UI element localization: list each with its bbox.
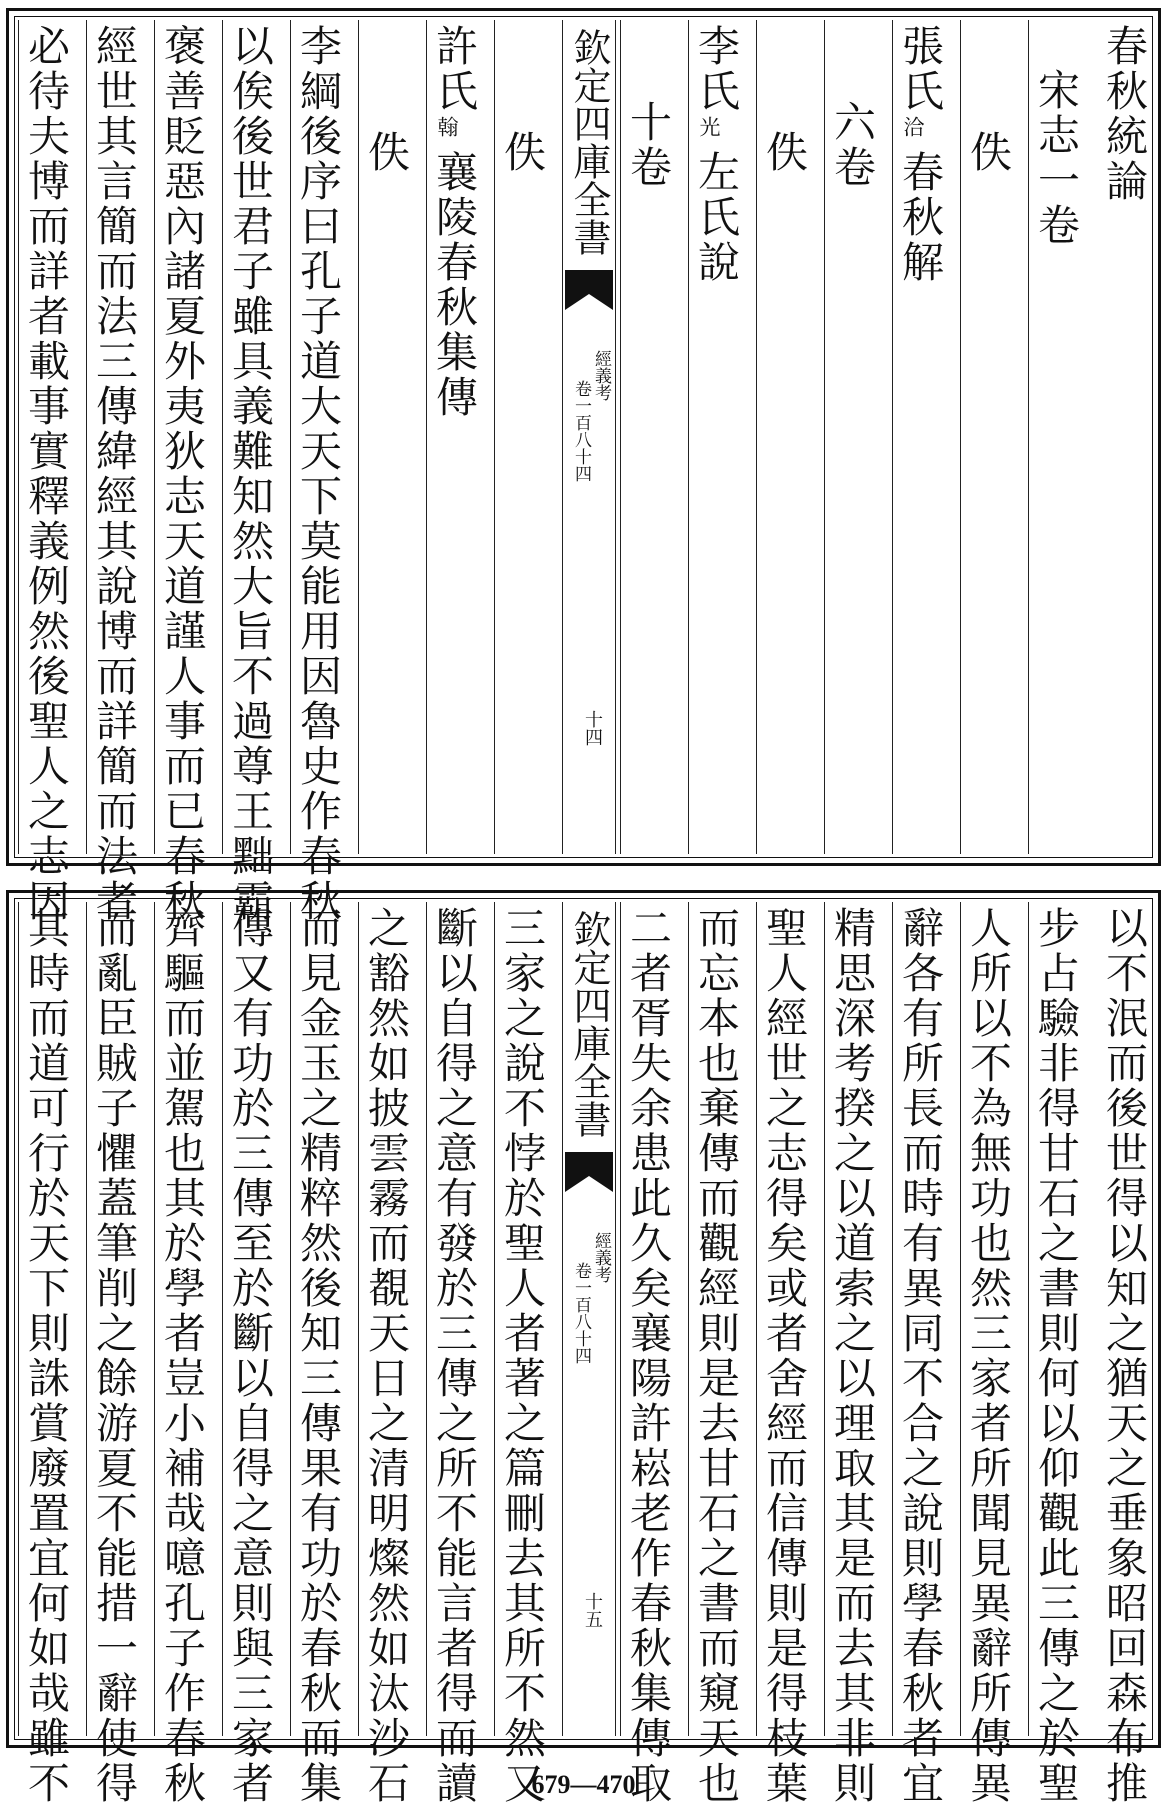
top-center-column <box>562 20 616 854</box>
bottom-col-5: 聖人經世之志得矣或者舍經而信傳則是得枝葉 <box>756 902 813 1736</box>
bottom-col-1: 步占驗非得甘石之書則何以仰觀此三傳之於聖 <box>1028 902 1085 1736</box>
top-col-10: 佚 <box>358 20 415 854</box>
top-col-9: 許氏 翰 襄陵春秋集傳 <box>426 20 483 854</box>
bottom-col-12: 傳又有功於三傳至於斷以自得之意則與三家者 <box>222 902 279 1736</box>
top-center-title: 經義考 <box>591 350 611 401</box>
top-col-3: 張氏 洽 春秋解 <box>892 20 949 854</box>
bottom-col-0: 以不泯而後世得以知之猶天之垂象昭回森布推 <box>1100 906 1149 1806</box>
top-header: 欽定四庫全書 <box>567 28 611 256</box>
bottom-col-13: 齊驅而並駕也其於學者豈小補哉噫孔子作春秋 <box>154 902 211 1736</box>
bottom-col-10: 之豁然如披雲霧而覩天日之清明燦然如汰沙石 <box>358 902 415 1736</box>
top-page <box>6 8 1161 924</box>
bottom-col-7: 二者胥失余患此久矣襄陽許崧老作春秋集傳取 <box>620 902 677 1736</box>
bottom-header: 欽定四庫全書 <box>567 910 611 1138</box>
bottom-center-volume: 卷一百八十四 <box>571 1262 591 1364</box>
bottom-col-8: 三家之說不悖於聖人者著之篇刪去其所不然又 <box>494 902 551 1736</box>
top-col-0: 春秋統論 <box>1100 24 1149 204</box>
bottom-folio: 十五 <box>582 1592 603 1628</box>
top-col-13: 褒善貶惡內諸夏外夷狄志天道謹人事而已春秋 <box>154 20 211 854</box>
top-col-12: 以俟後世君子雖具義難知然大旨不過尊王黜霸 <box>222 20 279 854</box>
top-col-5: 佚 <box>756 20 813 854</box>
bottom-col-11: 而見金玉之精粹然後知三傳果有功於春秋而集 <box>290 902 347 1736</box>
top-col-15: 必待夫博而詳者載事實釋義例然後聖人之志因 <box>18 20 75 854</box>
top-col-2: 佚 <box>960 20 1017 854</box>
bottom-col-9: 斷以自得之意有發於三傳之所不能言者得而讀 <box>426 902 483 1736</box>
top-col-6: 李氏 光 左氏說 <box>688 20 745 854</box>
page-number: 679—470 <box>531 1770 636 1799</box>
top-col-1: 宋志一卷 <box>1028 20 1085 854</box>
top-fish-tail <box>565 270 613 310</box>
bottom-center-title: 經義考 <box>591 1232 611 1283</box>
bottom-fish-tail <box>565 1152 613 1192</box>
bottom-center-column <box>562 902 616 1736</box>
top-col-7: 十卷 <box>620 20 677 854</box>
bottom-col-4: 精思深考揆之以道索之以理取其是而去其非則 <box>824 902 881 1736</box>
bottom-col-2: 人所以不為無功也然三家者所聞見異辭所傳異 <box>960 902 1017 1736</box>
top-col-14: 經世其言簡而法三傳緯經其說博而詳簡而法者 <box>86 20 143 854</box>
bottom-col-14: 而亂臣賊子懼蓋筆削之餘游夏不能措一辭使得 <box>86 902 143 1736</box>
top-center-volume: 卷一百八十四 <box>571 380 591 482</box>
top-col-11: 李綱後序曰孔子道大天下莫能用因魯史作春秋 <box>290 20 347 854</box>
top-folio: 十四 <box>582 710 603 746</box>
bottom-col-6: 而忘本也棄傳而觀經則是去甘石之書而窺天也 <box>688 902 745 1736</box>
bottom-col-3: 辭各有所長而時有異同不合之說則學春秋者宜 <box>892 902 949 1736</box>
top-col-4: 六卷 <box>824 20 881 854</box>
bottom-col-15: 其時而道可行於天下則誅賞廢置宜何如哉雖不 <box>18 902 75 1736</box>
top-col-8: 佚 <box>494 20 551 854</box>
